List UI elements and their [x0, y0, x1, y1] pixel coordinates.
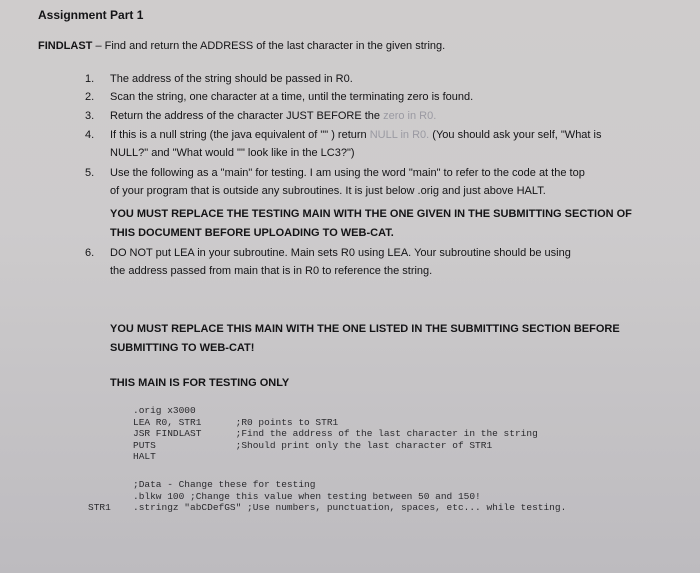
step-4-faint: NULL in R0.	[369, 129, 430, 141]
code-line: LEA R0, STR1 ;R0 points to STR1	[133, 416, 339, 428]
step-number: 1.	[85, 73, 95, 85]
code-line: .blkw 100 ;Change this value when testing between 50 and 150!	[133, 490, 481, 502]
step-6-line-2: the address passed from main that is in R0 to reference the string.	[110, 265, 433, 277]
code-label-str1: STR1	[88, 502, 111, 513]
warning-line: SUBMITTING TO WEB-CAT!	[110, 342, 255, 354]
code-block	[133, 405, 538, 463]
step-number: 2.	[85, 91, 95, 103]
warning-line: THIS DOCUMENT BEFORE UPLOADING TO WEB-CAT.	[110, 227, 394, 239]
step-number: 3.	[85, 110, 95, 122]
step-number: 5.	[85, 167, 95, 179]
code-line: .orig x3000	[133, 405, 196, 416]
findlast-description	[38, 40, 445, 52]
warning-line: YOU MUST REPLACE THIS MAIN WITH THE ONE LISTED IN THE SUBMITTING SECTION BEFORE	[110, 323, 620, 335]
code-line: JSR FINDLAST ;Find the address of the last character in the string	[133, 428, 538, 439]
code-line: ;Data - Change these for testing	[133, 479, 316, 490]
warning-replace-main-2	[110, 320, 620, 358]
step-number: 6.	[85, 247, 95, 259]
code-line: .stringz "abCDefGS" ;Use numbers, punctuation, spaces, etc... while testing.	[133, 502, 567, 513]
code-line: PUTS ;Should print only the last character of STR1	[133, 439, 493, 451]
assignment-title: Assignment Part 1	[38, 8, 144, 22]
step-1-text: The address of the string should be passed in R0.	[110, 73, 353, 85]
warning-line: YOU MUST REPLACE THE TESTING MAIN WITH THE ONE GIVEN IN THE SUBMITTING SECTION OF	[110, 208, 632, 220]
step-4-line-1	[110, 129, 601, 141]
step-4-tail: (You should ask your self, "What is	[429, 129, 602, 141]
step-number: 4.	[85, 129, 95, 141]
step-6-line-1: DO NOT put LEA in your subroutine. Main sets R0 using LEA. Your subroutine should be using	[110, 247, 571, 259]
step-3-text	[110, 110, 436, 122]
step-5-line-1: Use the following as a "main" for testing. I am using the word "main" to refer to the code at the top	[110, 167, 585, 179]
findlast-name: FINDLAST	[38, 40, 93, 52]
warning-replace-main	[110, 205, 632, 243]
step-3-main: Return the address of the character JUST BEFORE the	[110, 110, 384, 122]
step-5-line-2: of your program that is outside any subroutines. It is just below .orig and just above HALT.	[110, 185, 546, 197]
step-3-faint: zero in R0.	[383, 110, 437, 122]
main-heading: THIS MAIN IS FOR TESTING ONLY	[110, 377, 290, 389]
findlast-text: – Find and return the ADDRESS of the last character in the given string.	[92, 40, 446, 52]
step-2-text: Scan the string, one character at a time, until the terminating zero is found.	[110, 91, 474, 103]
step-4-line-2: NULL?" and "What would "" look like in the LC3?")	[110, 147, 355, 159]
code-data-block	[133, 479, 566, 514]
step-4-main: If this is a null string (the java equivalent of "" ) return	[110, 129, 370, 141]
code-line: HALT	[133, 451, 156, 462]
